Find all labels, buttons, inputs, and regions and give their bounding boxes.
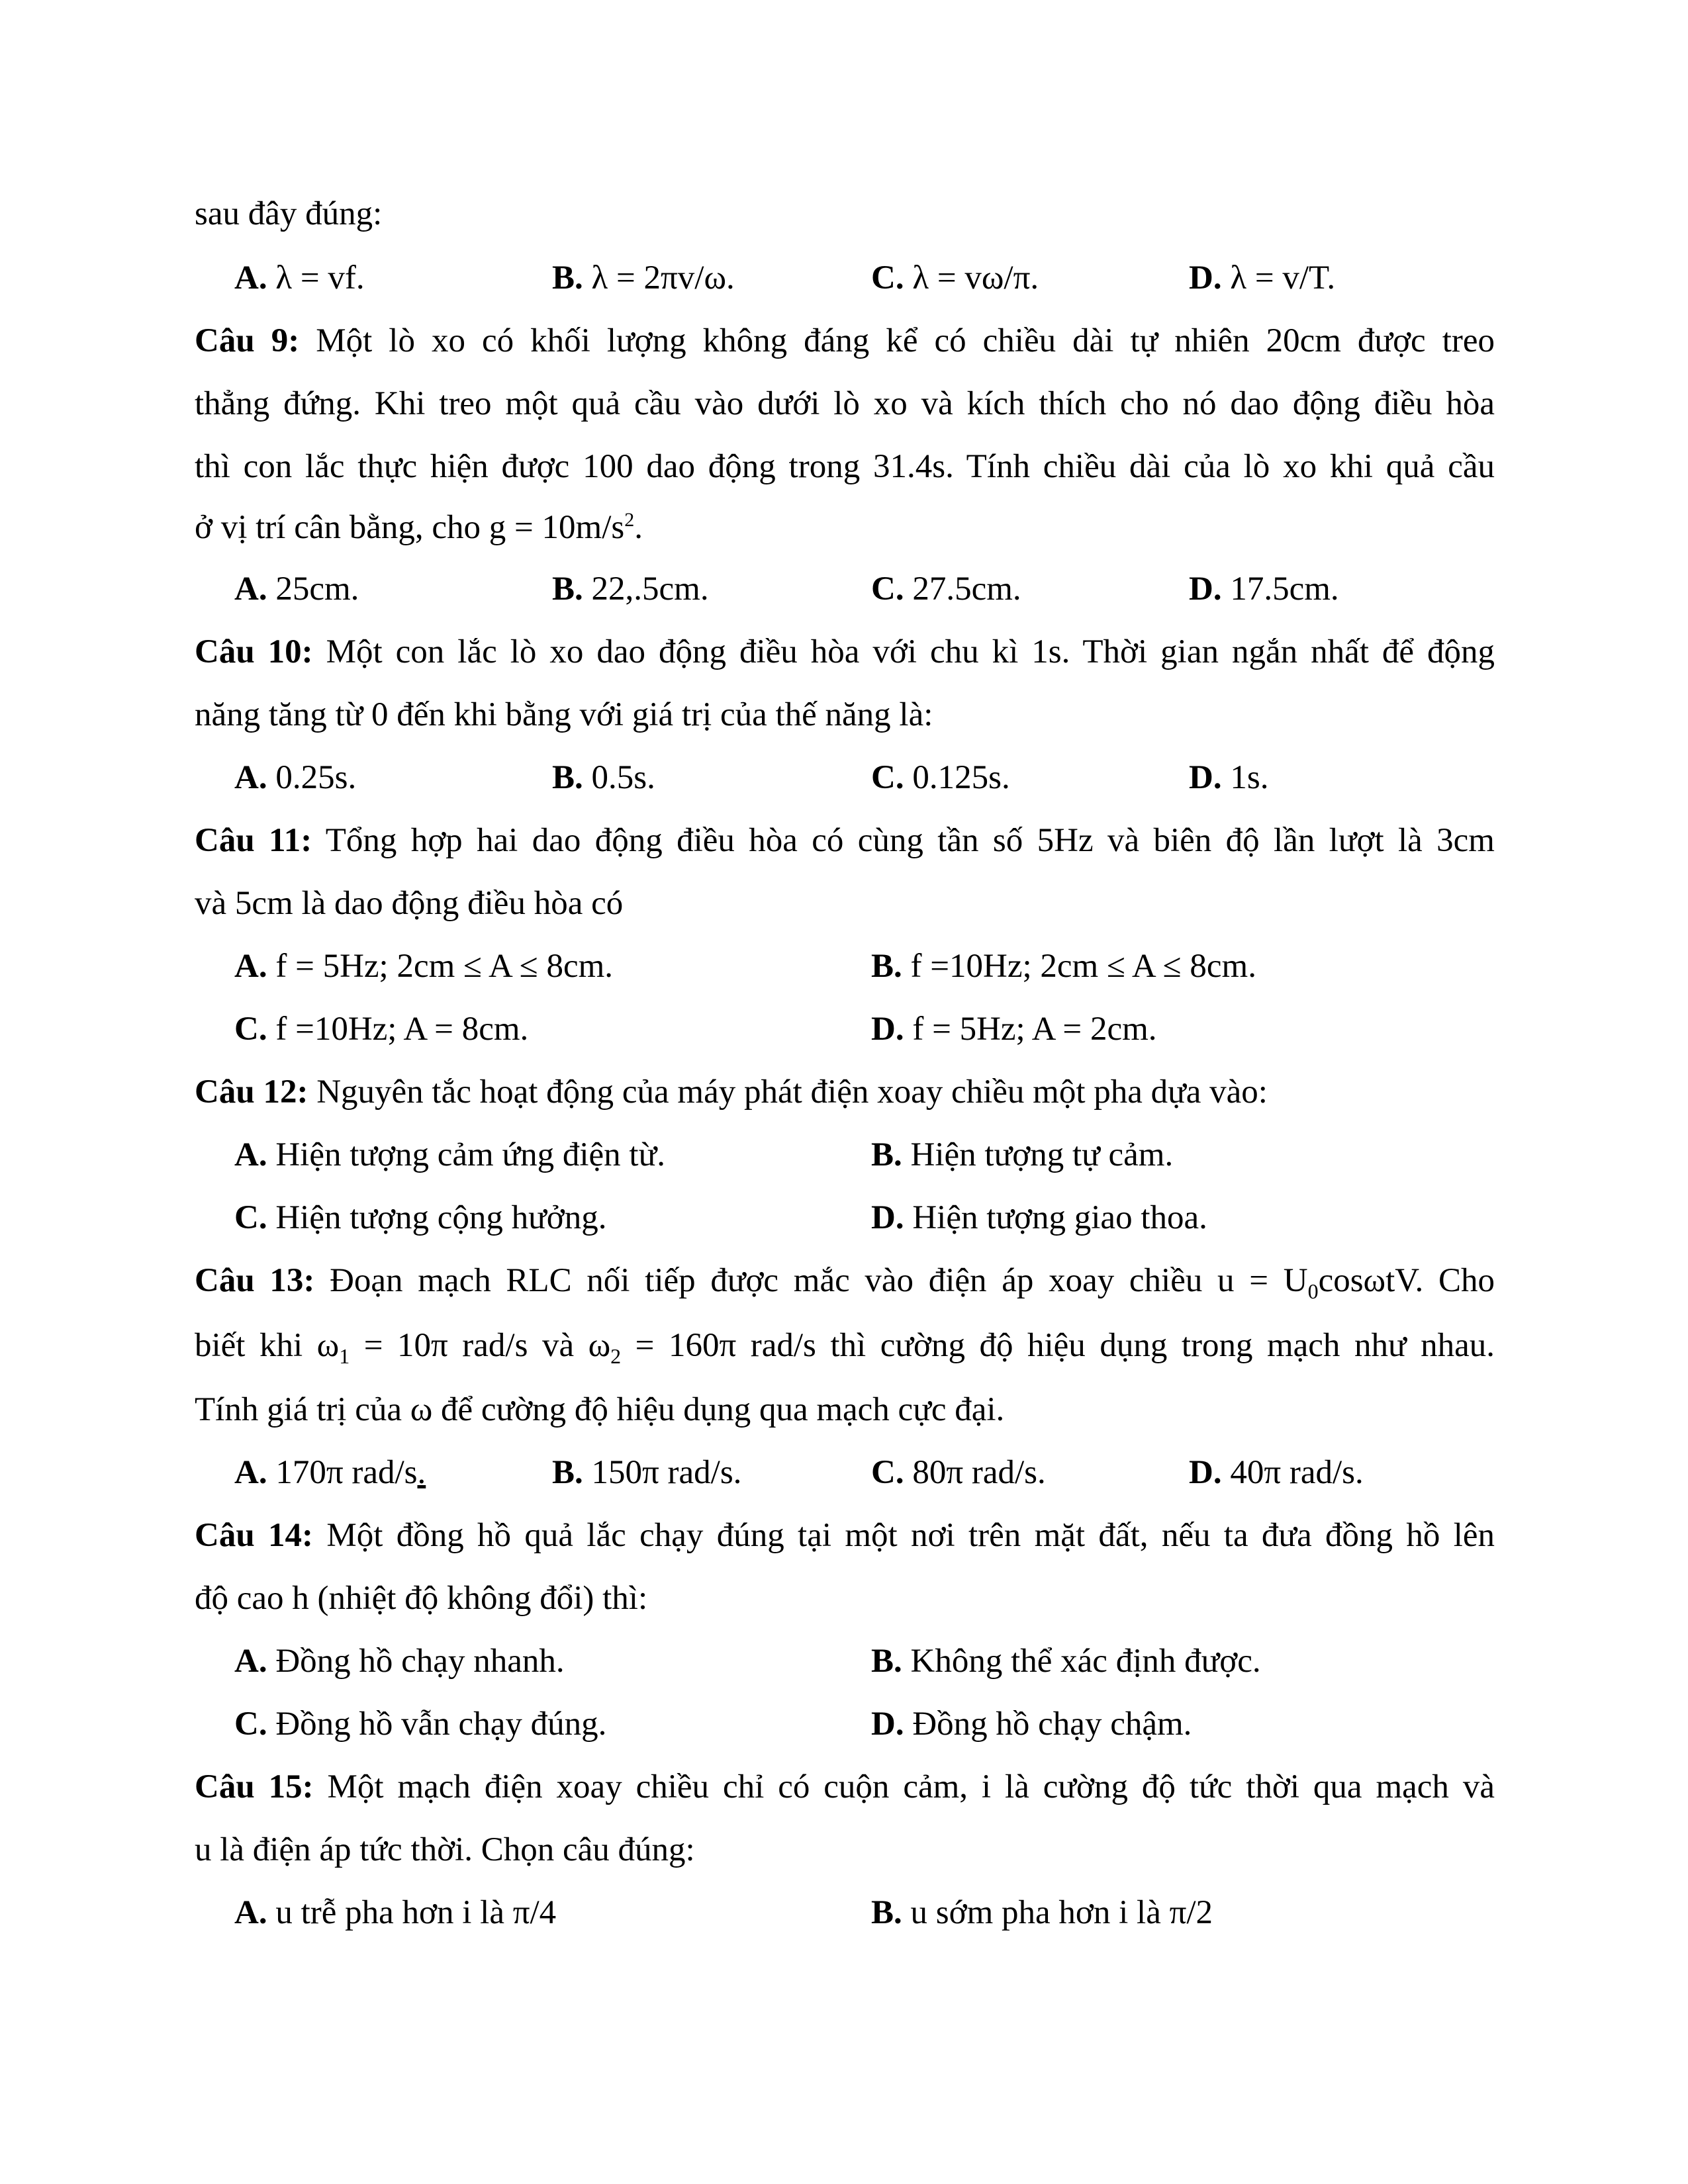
option-letter: D. <box>1189 570 1222 608</box>
q14-line-2 <box>195 1582 1495 1615</box>
question-text: Một lò xo có khối lượng không đáng kể có chiều dài tự nhiên 20cm được treo <box>316 322 1495 359</box>
option-text: Hiện tượng giao thoa. <box>912 1199 1207 1236</box>
question-text: thẳng đứng. Khi treo một quả cầu vào dưới lò xo và kích thích cho nó dao động điều hòa <box>195 385 1495 422</box>
option-letter: D. <box>1189 759 1222 796</box>
option-letter: B. <box>871 1894 902 1931</box>
q13-line-1 <box>195 1262 1495 1304</box>
option-letter: A. <box>234 570 267 608</box>
option-letter: A. <box>234 1643 267 1680</box>
question-text: Nguyên tắc hoạt động của máy phát điện xoay chiều một pha dựa vào: <box>316 1073 1268 1111</box>
q8-option-c <box>871 261 1039 295</box>
option-text: 170π rad/s <box>275 1454 418 1491</box>
question-text: thì con lắc thực hiện được 100 dao động trong 31.4s. Tính chiều dài của lò xo khi quả cầu <box>195 448 1495 485</box>
q10-option-d <box>1189 761 1268 795</box>
q13-option-a <box>234 1456 426 1490</box>
q11-line-1 <box>195 824 1495 858</box>
question-text: biết khi ω <box>195 1327 340 1364</box>
question-text: Đoạn mạch RLC nối tiếp được mắc vào điện áp xoay chiều u = U <box>330 1262 1308 1299</box>
option-letter: A. <box>234 948 267 985</box>
question-text: = 160π rad/s thì cường độ hiệu dụng trong mạch như nhau. <box>621 1327 1495 1364</box>
option-text: 40π rad/s. <box>1230 1454 1364 1491</box>
intro-text <box>195 197 1495 231</box>
option-text: Đồng hồ chạy chậm. <box>912 1706 1192 1743</box>
q13-line-3 <box>195 1393 1495 1427</box>
q10-option-a <box>234 761 356 795</box>
question-text: Một đồng hồ quả lắc chạy đúng tại một nơi trên mặt đất, nếu ta đưa đồng hồ lên <box>326 1517 1495 1554</box>
question-text: ở vị trí cân bằng, cho g = 10m/s <box>195 509 625 546</box>
q8-option-b <box>552 261 735 295</box>
option-letter: B. <box>871 1136 902 1173</box>
option-text: Hiện tượng tự cảm. <box>910 1136 1174 1173</box>
intro-label: sau đây đúng: <box>195 195 383 232</box>
option-text: Hiện tượng cộng hưởng. <box>275 1199 607 1236</box>
q10-option-b <box>552 761 655 795</box>
option-text: Đồng hồ chạy nhanh. <box>275 1643 565 1680</box>
option-letter: D. <box>871 1199 904 1236</box>
question-text: Một con lắc lò xo dao động điều hòa với chu kì 1s. Thời gian ngắn nhất để động <box>326 633 1495 670</box>
q9-line-2 <box>195 387 1495 421</box>
q11-option-a <box>234 950 613 983</box>
q14-option-a <box>234 1645 565 1678</box>
q14-line-1 <box>195 1519 1495 1553</box>
option-text: 0.5s. <box>591 759 655 796</box>
option-text: Đồng hồ vẫn chạy đúng. <box>275 1706 607 1743</box>
q10-line-2 <box>195 698 1495 732</box>
option-letter: D. <box>1189 1454 1222 1491</box>
q9-option-c <box>871 572 1021 606</box>
q13-line-2 <box>195 1327 1495 1369</box>
option-letter: A. <box>234 1454 267 1491</box>
question-text: Tổng hợp hai dao động điều hòa có cùng tần số 5Hz và biên độ lần lượt là 3cm <box>325 822 1495 859</box>
q9-line-3 <box>195 450 1495 484</box>
q9-option-b <box>552 572 709 606</box>
option-letter: B. <box>552 570 583 608</box>
option-letter: C. <box>871 570 904 608</box>
q14-option-c <box>234 1707 606 1741</box>
q12-option-c <box>234 1201 607 1235</box>
q11-line-2 <box>195 887 1495 921</box>
q13-option-b <box>552 1456 741 1490</box>
q11-option-c <box>234 1013 528 1046</box>
option-letter: D. <box>871 1706 904 1743</box>
q15-line-2 <box>195 1833 1495 1867</box>
option-letter: B. <box>871 948 902 985</box>
option-text: 0.25s. <box>275 759 357 796</box>
question-label: Câu 9: <box>195 322 300 359</box>
q12-option-d <box>871 1201 1207 1235</box>
q14-option-b <box>871 1645 1261 1678</box>
q14-option-d <box>871 1707 1192 1741</box>
option-text: f = 5Hz; A = 2cm. <box>912 1011 1157 1048</box>
question-text: cosωtV. Cho <box>1318 1262 1495 1299</box>
option-letter: C. <box>871 1454 904 1491</box>
q12-option-a <box>234 1138 665 1172</box>
option-text: 27.5cm. <box>912 570 1021 608</box>
q11-option-b <box>871 950 1256 983</box>
option-text: Không thể xác định được. <box>910 1643 1261 1680</box>
q10-line-1 <box>195 635 1495 669</box>
option-text: 17.5cm. <box>1230 570 1339 608</box>
subscript: 1 <box>339 1344 350 1369</box>
option-letter: A. <box>234 1136 267 1173</box>
question-label: Câu 14: <box>195 1517 314 1554</box>
option-letter: D. <box>871 1011 904 1048</box>
question-label: Câu 10: <box>195 633 313 670</box>
q15-option-b <box>871 1896 1213 1930</box>
option-text: λ = vf. <box>275 259 365 296</box>
question-text: = 10π rad/s và ω <box>350 1327 611 1364</box>
q10-option-c <box>871 761 1010 795</box>
option-text: u sớm pha hơn i là π/2 <box>910 1894 1213 1931</box>
question-label: Câu 12: <box>195 1073 308 1111</box>
option-letter: C. <box>871 259 904 296</box>
question-text: u là điện áp tức thời. Chọn câu đúng: <box>195 1831 695 1868</box>
question-label: Câu 13: <box>195 1262 315 1299</box>
option-letter: C. <box>234 1706 267 1743</box>
option-letter: D. <box>1189 259 1222 296</box>
question-label: Câu 15: <box>195 1768 314 1805</box>
q9-line-1 <box>195 324 1495 358</box>
q13-option-d <box>1189 1456 1364 1490</box>
question-text: năng tăng từ 0 đến khi bằng với giá trị của thế năng là: <box>195 696 933 733</box>
option-text: 0.125s. <box>912 759 1010 796</box>
q12-option-b <box>871 1138 1173 1172</box>
option-text: f = 5Hz; 2cm ≤ A ≤ 8cm. <box>275 948 614 985</box>
question-text: Một mạch điện xoay chiều chỉ có cuộn cảm, i là cường độ tức thời qua mạch và <box>327 1768 1495 1805</box>
option-text: 150π rad/s. <box>591 1454 742 1491</box>
q15-line-1 <box>195 1770 1495 1804</box>
option-text: λ = 2πv/ω. <box>591 259 735 296</box>
option-letter: A. <box>234 1894 267 1931</box>
option-text: 22,.5cm. <box>591 570 709 608</box>
option-text: 25cm. <box>275 570 359 608</box>
option-text: Hiện tượng cảm ứng điện từ. <box>275 1136 665 1173</box>
option-text: f =10Hz; A = 8cm. <box>275 1011 529 1048</box>
q8-option-a <box>234 261 365 295</box>
question-text: và 5cm là dao động điều hòa có <box>195 885 624 922</box>
option-letter: C. <box>871 759 904 796</box>
q9-option-d <box>1189 572 1339 606</box>
superscript: 2 <box>624 509 635 531</box>
question-text: . <box>634 509 643 546</box>
option-text: 80π rad/s. <box>912 1454 1046 1491</box>
option-text: u trễ pha hơn i là π/4 <box>275 1894 557 1931</box>
q9-line-4 <box>195 511 1495 545</box>
subscript: 2 <box>610 1344 622 1369</box>
option-text: λ = v/T. <box>1230 259 1336 296</box>
q11-option-d <box>871 1013 1157 1046</box>
q8-option-d <box>1189 261 1335 295</box>
option-letter: A. <box>234 259 267 296</box>
option-letter: B. <box>552 259 583 296</box>
question-label: Câu 11: <box>195 822 312 859</box>
q12-line-1 <box>195 1075 1495 1109</box>
option-letter: B. <box>552 759 583 796</box>
q15-option-a <box>234 1896 556 1930</box>
question-text: Tính giá trị của ω để cường độ hiệu dụng qua mạch cực đại. <box>195 1391 1005 1428</box>
option-letter: A. <box>234 759 267 796</box>
option-text: f =10Hz; 2cm ≤ A ≤ 8cm. <box>910 948 1256 985</box>
subscript: 0 <box>1307 1279 1319 1304</box>
option-letter: B. <box>871 1643 902 1680</box>
q13-option-c <box>871 1456 1046 1490</box>
option-text: 1s. <box>1230 759 1269 796</box>
q9-option-a <box>234 572 359 606</box>
option-letter: C. <box>234 1011 267 1048</box>
option-letter: B. <box>552 1454 583 1491</box>
underlined-period: . <box>417 1454 426 1491</box>
option-text: λ = vω/π. <box>912 259 1039 296</box>
option-letter: C. <box>234 1199 267 1236</box>
question-text: độ cao h (nhiệt độ không đổi) thì: <box>195 1580 648 1617</box>
